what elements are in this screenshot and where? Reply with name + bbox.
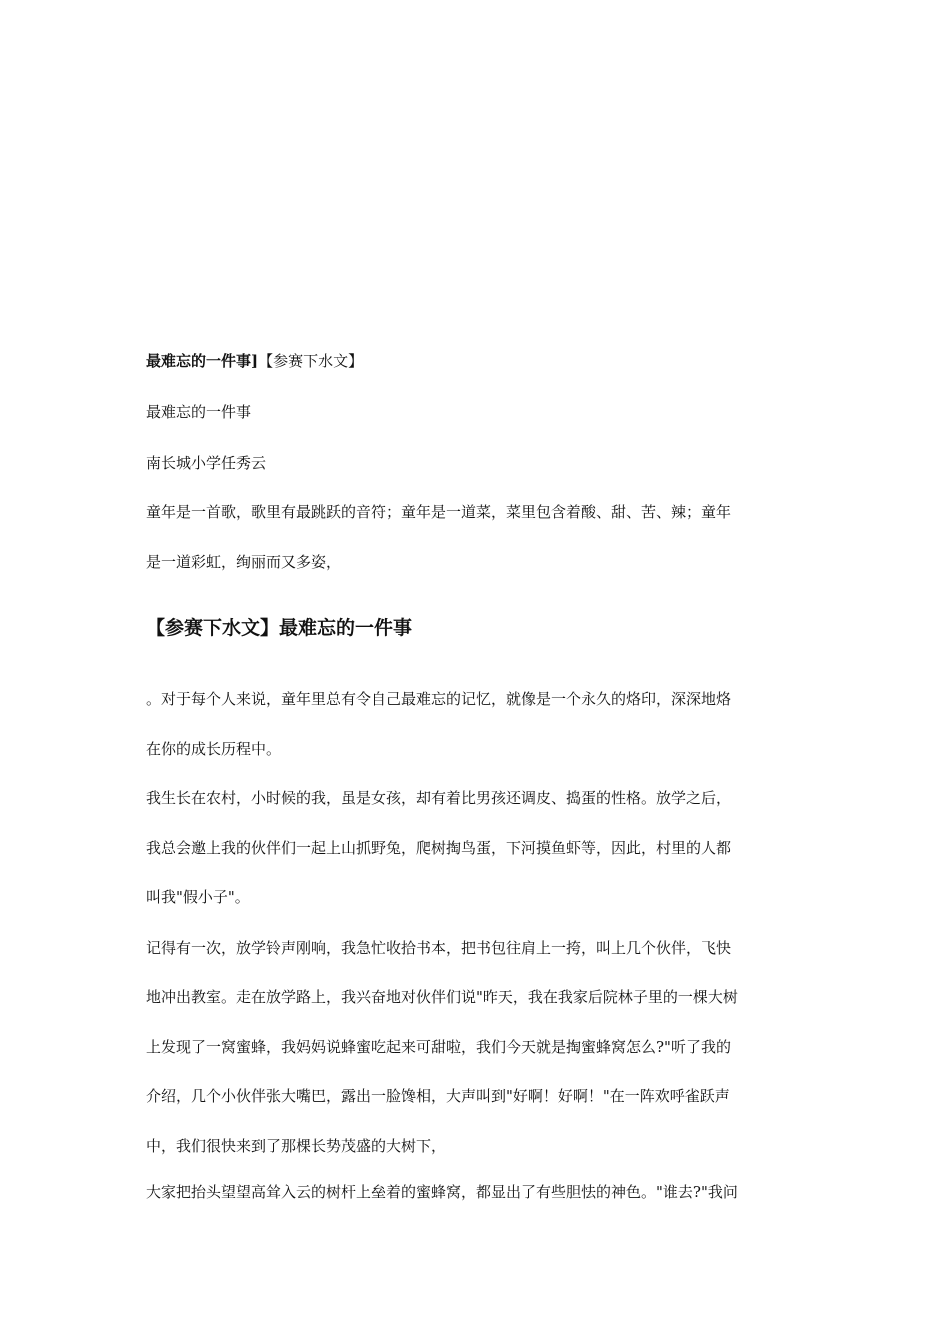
body-line: 上发现了一窝蜜蜂，我妈妈说蜂蜜吃起来可甜啦，我们今天就是掏蜜蜂窝怎么?"听了我的 <box>146 1038 731 1056</box>
body-line: 我总会邀上我的伙伴们一起上山抓野兔，爬树掏鸟蛋，下河摸鱼虾等，因此，村里的人都 <box>146 839 732 857</box>
doc-title-tag: 【参赛下水文】 <box>258 352 364 370</box>
doc-title-line <box>146 351 363 371</box>
intro-line: 童年是一首歌，歌里有最跳跃的音符；童年是一道菜，菜里包含着酸、甜、苦、辣；童年 <box>146 503 732 521</box>
body-line: 记得有一次，放学铃声刚响，我急忙收拾书本，把书包往肩上一挎，叫上几个伙伴，飞快 <box>146 939 732 957</box>
body-line: 在你的成长历程中。 <box>146 740 282 758</box>
body-line: 叫我"假小子"。 <box>146 888 250 906</box>
doc-author: 南长城小学任秀云 <box>146 454 267 472</box>
doc-subtitle: 最难忘的一件事 <box>146 403 252 421</box>
body-line: 大家把抬头望望高耸入云的树杆上垒着的蜜蜂窝，都显出了有些胆怯的神色。"谁去?"我问 <box>146 1183 738 1201</box>
body-line: 介绍，几个小伙伴张大嘴巴，露出一脸馋相，大声叫到"好啊！好啊！"在一阵欢呼雀跃声 <box>146 1087 730 1105</box>
body-line: 。对于每个人来说，童年里总有令自己最难忘的记忆，就像是一个永久的烙印，深深地烙 <box>146 690 732 708</box>
body-line: 地冲出教室。走在放学路上，我兴奋地对伙伴们说"昨天，我在我家后院林子里的一棵大树 <box>146 988 738 1006</box>
section-heading: 【参赛下水文】最难忘的一件事 <box>146 617 413 639</box>
doc-title-bold: 最难忘的一件事] <box>146 352 259 370</box>
intro-line: 是一道彩虹，绚丽而又多姿， <box>146 553 342 571</box>
body-line: 中，我们很快来到了那棵长势茂盛的大树下， <box>146 1137 447 1155</box>
body-line: 我生长在农村，小时候的我，虽是女孩，却有着比男孩还调皮、捣蛋的性格。放学之后， <box>146 789 732 807</box>
